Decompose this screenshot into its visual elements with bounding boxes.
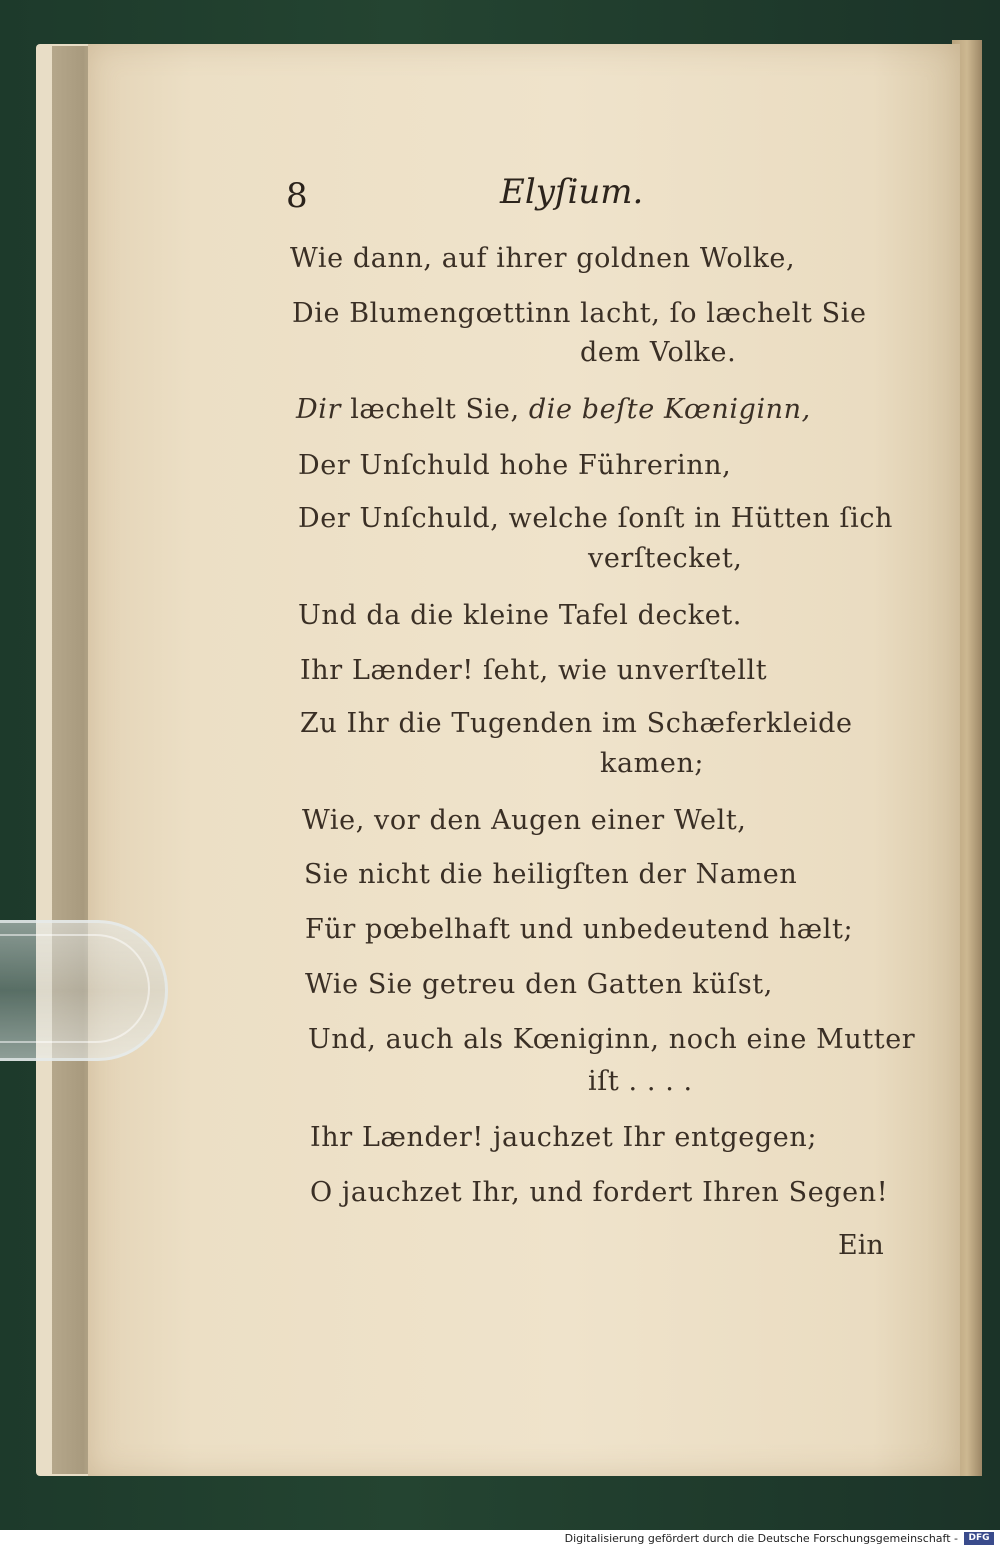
running-title: Elyſium. [500, 172, 644, 212]
italic-word: Dir [296, 394, 341, 425]
verse-line: Wie dann, auf ihrer goldnen Wolke, [290, 243, 796, 274]
verse-line: Und da die kleine Tafel decket. [298, 600, 742, 631]
verse-line: Zu Ihr die Tugenden im Schæferkleide [300, 708, 853, 739]
verse-line: dem Volke. [580, 337, 737, 368]
page-clip-highlight [0, 934, 150, 1043]
page-header [286, 172, 846, 222]
verse-line: Ihr Lænder! jauchzet Ihr entgegen; [310, 1122, 818, 1153]
verse-line: Der Unſchuld hohe Führerinn, [298, 450, 732, 481]
verse-line: Ihr Lænder! ſeht, wie unverſtellt [300, 655, 768, 686]
verse-line: O jauchzet Ihr, und fordert Ihren Segen! [310, 1177, 889, 1208]
verse-line: Wie Sie getreu den Gatten küſst, [305, 969, 773, 1000]
verse-line: Und, auch als Kœniginn, noch eine Mutter [308, 1024, 916, 1055]
verse-line: Sie nicht die heiligſten der Namen [304, 859, 798, 890]
verse-line: iſt . . . . [588, 1066, 693, 1097]
footer-credit: Digitalisierung gefördert durch die Deutsche Forschungsgemeinschaft - [564, 1532, 958, 1545]
page-number: 8 [286, 176, 308, 216]
verse-line: Der Unſchuld, welche ſonſt in Hütten ſich [298, 503, 894, 534]
italic-phrase: die beſte Kœniginn, [528, 394, 811, 425]
verse-line: verſtecket, [588, 543, 743, 574]
verse-line: Für pœbelhaft und unbedeutend hælt; [305, 914, 854, 945]
verse-line: Die Blumengœttinn lacht, ſo læchelt Sie [292, 298, 867, 329]
catchword: Ein [838, 1230, 884, 1261]
verse-line-mixed [296, 394, 811, 425]
dfg-logo[interactable]: DFG [964, 1532, 994, 1545]
verse-line: Wie, vor den Augen einer Welt, [302, 805, 747, 836]
verse-line: kamen; [600, 748, 705, 779]
verse-segment: læchelt Sie, [350, 394, 520, 425]
